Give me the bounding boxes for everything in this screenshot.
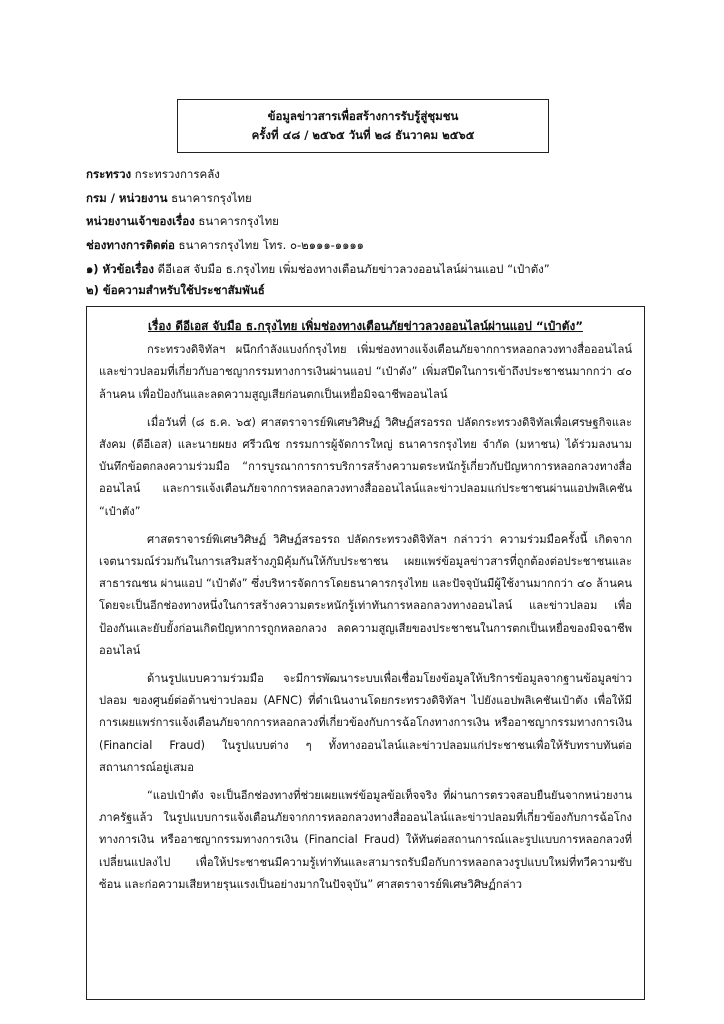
meta-ministry-value: กระทรวงการคลัง <box>131 167 220 181</box>
topic-1 <box>86 259 646 280</box>
meta-owner-value: ธนาคารกรุงไทย <box>194 214 279 228</box>
article-paragraph-1: กระทรวงดิจิทัลฯ ผนึกกำลังแบงก์กรุงไทย เพิ่มช่องทางแจ้งเตือนภัยจากการหลอกลวงทางสื่อออนไลน์และข่าวปลอมที่เกี่ยวกับอาชญากรรมทางการเงินผ่านแอป “เป๋าตัง” เพิ่มสปีดในการเข้าถึงประชาชนมากกว่า ๔๐ ล้านคน เพื่อป้องกันและลดความสูญเสียก่อนตกเป็นเหยื่อมิจฉาชีพออนไลน์ <box>99 343 632 401</box>
meta-contact-value: ธนาคารกรุงไทย โทร. ๐-๒๑๑๑-๑๑๑๑ <box>174 237 364 252</box>
header-issue-date: ครั้งที่ ๔๘ / ๒๕๖๕ วันที่ ๒๘ ธันวาคม ๒๕๖๕ <box>251 128 475 142</box>
document-header-box <box>177 99 549 153</box>
article-paragraph-5: “แอปเป๋าตัง จะเป็นอีกช่องทางที่ช่วยเผยแพร่ข้อมูลข้อเท็จจริง ที่ผ่านการตรวจสอบยืนยันจากหน่วยงานภาครัฐแล้ว ในรูปแบบการแจ้งเตือนภัยจากการหลอกลวงทางสื่อออนไลน์และข่าวปลอมที่เกี่ยวข้องกับการฉ้อโกงทางการเงิน หรืออาชญากรรมทางการเงิน (Financial Fraud) ให้ทันต่อสถานการณ์และรูปแบบการหลอกลวงที่เปลี่ยนแปลงไป เพื่อให้ประชาชนมีความรู้เท่าทันและสามารถรับมือกับการหลอกลวงรูปแบบใหม่ที่ทวีความซับซ้อน และก่อความเสียหายรุนแรงเป็นอย่างมากในปัจจุบัน” ศาสตราจารย์พิเศษวิศิษฏ์กล่าว <box>99 789 632 891</box>
article-box <box>86 306 645 1000</box>
topic-2-label: ๒) ข้อความสำหรับใช้ประชาสัมพันธ์ <box>86 283 265 297</box>
topic-1-label: ๑) หัวข้อเรื่อง <box>86 262 154 276</box>
document-meta <box>86 163 646 257</box>
meta-contact <box>86 234 646 258</box>
article-paragraph-2: เมื่อวันที่ (๘ ธ.ค. ๖๕) ศาสตราจารย์พิเศษวิศิษฏ์ วิศิษฏ์สรอรรถ ปลัดกระทรวงดิจิทัลเพื่อเศรษฐกิจและสังคม (ดีอีเอส) และนายผยง ศรีวณิช กรรมการผู้จัดการใหญ่ ธนาคารกรุงไทย จำกัด (มหาชน) ได้ร่วมลงนามบันทึกข้อตกลงความร่วมมือ “การบูรณาการการบริการสร้างความตระหนักรู้เกี่ยวกับปัญหาการหลอกลวงทางสื่อออนไลน์ และการแจ้งเตือนภัยจากการหลอกลวงทางสื่อออนไลน์และข่าวปลอมแก่ประชาชนผ่านแอปพลิเคชัน “เป๋าตัง” <box>99 415 632 518</box>
meta-owner <box>86 210 646 234</box>
article-paragraph-4: ด้านรูปแบบความร่วมมือ จะมีการพัฒนาระบบเพื่อเชื่อมโยงข้อมูลให้บริการข้อมูลจากฐานข้อมูลข่าวปลอม ของศูนย์ต่อต้านข่าวปลอม (AFNC) ที่ดำเนินงานโดยกระทรวงดิจิทัลฯ ไปยังแอปพลิเคชันเป๋าตัง เพื่อให้มีการเผยแพร่การแจ้งเตือนภัยจากการหลอกลวงที่เกี่ยวข้องกับการฉ้อโกงทางการเงิน หรืออาชญากรรมทางการเงิน (Financial Fraud) ในรูปแบบต่าง ๆ ทั้งทางออนไลน์และข่าวปลอมแก่ประชาชนเพื่อให้รับทราบทันต่อสถานการณ์อยู่เสมอ <box>99 672 632 774</box>
article-title: เรื่อง ดีอีเอส จับมือ ธ.กรุงไทย เพิ่มช่องทางเตือนภัยข่าวลวงออนไลน์ผ่านแอป “เป๋าตัง” <box>148 319 583 333</box>
meta-department-label: กรม / หน่วยงาน <box>86 190 168 205</box>
meta-ministry <box>86 163 646 187</box>
topics-section <box>86 259 646 301</box>
meta-department <box>86 187 646 211</box>
topic-1-value: ดีอีเอส จับมือ ธ.กรุงไทย เพิ่มช่องทางเตือนภัยข่าวลวงออนไลน์ผ่านแอป “เป๋าตัง” <box>154 262 550 276</box>
meta-contact-label: ช่องทางการติดต่อ <box>86 237 175 252</box>
topic-2 <box>86 280 646 301</box>
meta-department-value: ธนาคารกรุงไทย <box>167 190 252 205</box>
header-title: ข้อมูลข่าวสารเพื่อสร้างการรับรู้สู่ชุมชน <box>267 109 459 123</box>
article-paragraph-3: ศาสตราจารย์พิเศษวิศิษฏ์ วิศิษฏ์สรอรรถ ปลัดกระทรวงดิจิทัลฯ กล่าวว่า ความร่วมมือครั้งนี้ เกิดจากเจตนารมณ์ร่วมกันในการเสริมสร้างภูมิคุ้มกันให้กับประชาชน เผยแพร่ข้อมูลข่าวสารที่ถูกต้องต่อประชาชนและสาธารณชน ผ่านแอป “เป๋าตัง” ซึ่งบริหารจัดการโดยธนาคารกรุงไทย และปัจจุบันมีผู้ใช้งานมากกว่า ๔๐ ล้านคน โดยจะเป็นอีกช่องทางหนึ่งในการสร้างความตระหนักรู้เท่าทันการหลอกลวงทางออนไลน์ และข่าวปลอม เพื่อป้องกันและยับยั้งก่อนเกิดปัญหาการถูกหลอกลวง ลดความสูญเสียของประชาชนในการตกเป็นเหยื่อของมิจฉาชีพออนไลน์ <box>99 532 632 657</box>
meta-ministry-label: กระทรวง <box>86 167 132 181</box>
meta-owner-label: หน่วยงานเจ้าของเรื่อง <box>86 214 195 228</box>
